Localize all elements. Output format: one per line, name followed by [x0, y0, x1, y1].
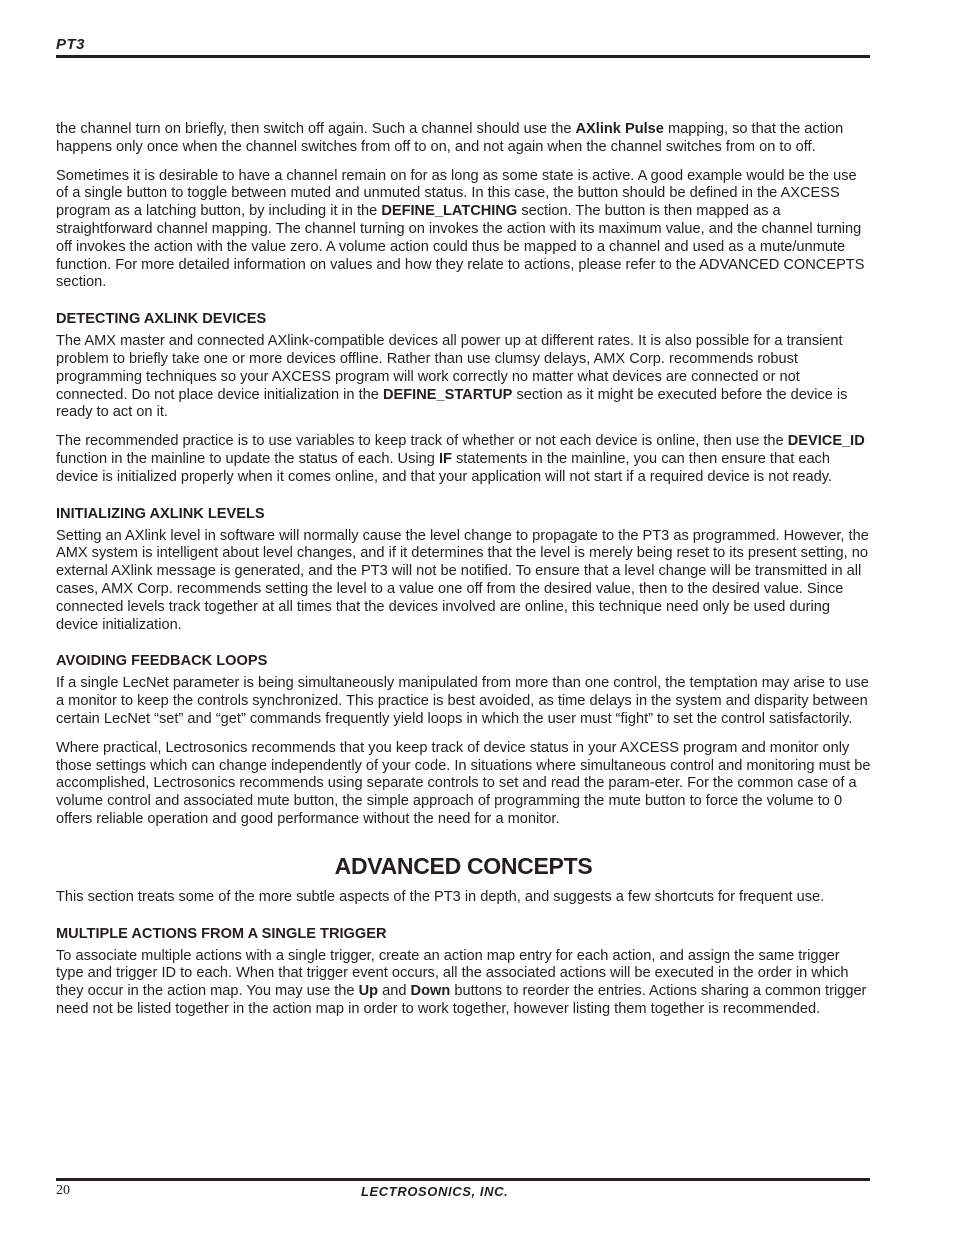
paragraph-device-status: Where practical, Lectrosonics recommends that you keep track of device status in your AXCESS program and monitor only those settings which can change independently of your code. In situations where simultaneous control and monitoring must be accomplished, Lectrosonics recommends using separate controls to set and read the param-eter. For the common case of a volume control and associated mute button, the simple approach of programming the mute button to force the volume to 0 offers reliable operation and good performance without the need for a monitor.	[56, 739, 871, 827]
heading-avoiding-feedback-loops: AVOIDING FEEDBACK LOOPS	[56, 653, 268, 670]
page-number: 20	[56, 1183, 70, 1198]
header-rule	[56, 55, 870, 58]
heading-initializing-axlink-levels: INITIALIZING AXLINK LEVELS	[56, 505, 265, 522]
paragraph-feedback-temptation: If a single LecNet parameter is being simultaneously manipulated from more than one control, the temptation may arise to use a monitor to keep the controls synchronized. This practice is best avoided, as time delays in the system and disparity between certain LecNet “set” and “get” commands frequently yield loops in which the user must “fight” to set the control satisfactorily.	[56, 675, 869, 727]
running-header-title: PT3	[56, 36, 86, 53]
paragraph-recommended-practice: The recommended practice is to use variables to keep track of whether or not each device is online, then use the DEVICE_ID function in the mainline to update the status of each. Using IF statements in the mainline, you can then ensure that each device is initialized properly when it comes online, and that your application will not start if a required device is not ready.	[56, 433, 865, 485]
footer-company-name: LECTROSONICS, INC.	[361, 1184, 509, 1199]
footer-rule	[56, 1178, 870, 1181]
paragraph-axlink-pulse: the channel turn on briefly, then switch off again. Such a channel should use the AXlink Pulse mapping, so that the action happens only once when the channel switches from off to on, and not again when the channel switches from on to off.	[56, 121, 844, 155]
page-content	[56, 121, 871, 1030]
paragraph-advanced-intro: This section treats some of the more subtle aspects of the PT3 in depth, and suggests a few shortcuts for frequent use.	[56, 888, 825, 905]
section-title-advanced-concepts: ADVANCED CONCEPTS	[334, 852, 593, 879]
paragraph-action-map: To associate multiple actions with a single trigger, create an action map entry for each action, and assign the same trigger type and trigger ID to each. When that trigger event occurs, all the associated actions will be executed in the order in which they occur in the action map. You may use the Up and Down buttons to reorder the entries. Actions sharing a common trigger need not be listed together in the action map in order to work together, however listing them together is recommended.	[56, 947, 867, 1017]
heading-multiple-actions: MULTIPLE ACTIONS FROM A SINGLE TRIGGER	[56, 925, 387, 942]
heading-detecting-axlink-devices: DETECTING AXLINK DEVICES	[56, 311, 267, 328]
paragraph-latching: Sometimes it is desirable to have a channel remain on for as long as some state is active. A good example would be the use of a single button to toggle between muted and unmuted status. In this case, the button should be defined in the AXCESS program as a latching button, by including it in the DEFINE_LATCHING section. The button is then mapped as a straightforward channel mapping. The channel turning on invokes the action with its maximum value, and the channel turning off invokes the action with the value zero. A volume action could thus be mapped to a channel and used as a mute/unmute function. For more detailed information on values and how they relate to actions, please refer to the ADVANCED CONCEPTS section.	[56, 167, 865, 291]
paragraph-power-up: The AMX master and connected AXlink-compatible devices all power up at different rates. It is also possible for a transient problem to briefly take one or more devices offline. Rather than use clumsy delays, AMX Corp. recommends robust programming techniques so your AXCESS program will work correctly no matter what devices are connected or not connected. Do not place device initialization in the DEFINE_STARTUP section as it might be executed before the device is ready to act on it.	[56, 333, 848, 421]
paragraph-level-change: Setting an AXlink level in software will normally cause the level change to propagate to the PT3 as programmed. However, the AMX system is intelligent about level changes, and if it determines that the level is merely being reset to its present setting, no external AXlink message is generated, and the PT3 will not be notified. To ensure that a level change will be transmitted in all cases, AMX Corp. recommends setting the level to a value one off from the desired value, then to the desired value. Since connected levels track together at all times that the devices involved are online, this technique need only be used during device initialization.	[56, 527, 869, 633]
